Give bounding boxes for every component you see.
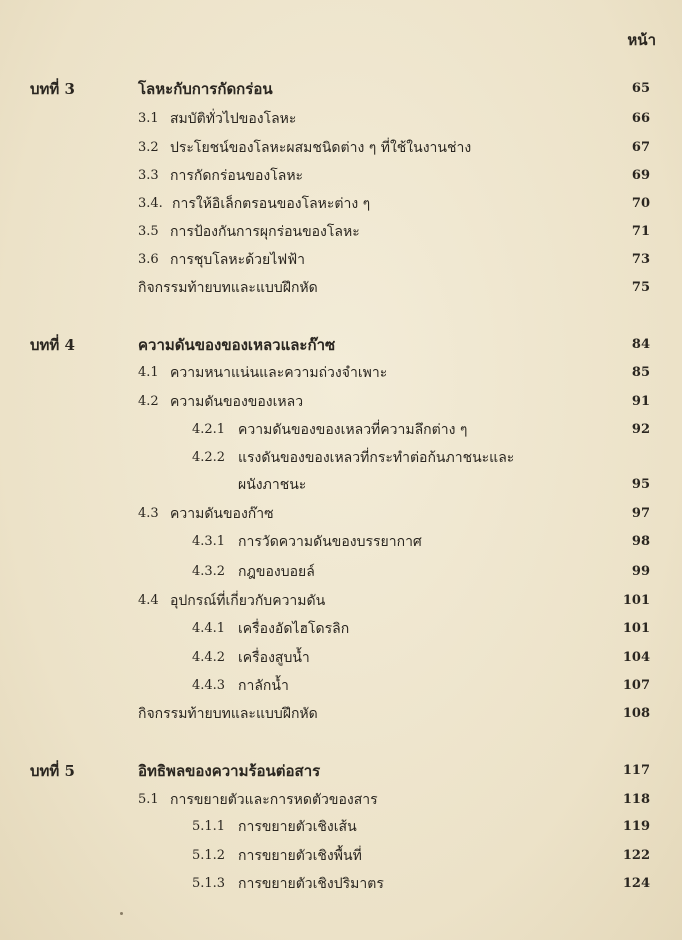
toc-entry [0, 391, 682, 413]
subsection-title: ความดันของของเหลวที่ความลึกต่าง ๆ [238, 422, 468, 438]
section-number: 4.1 [138, 365, 159, 380]
subsection-title: แรงดันของของเหลวที่กระทำต่อก้นภาชนะและ [238, 450, 515, 466]
page-number: 118 [622, 792, 650, 807]
section-title: ความดันของก๊าซ [170, 506, 274, 522]
page-number: 122 [622, 848, 650, 863]
chapter-title: อิทธิพลของความร้อนต่อสาร [138, 762, 321, 780]
subsection-number: 5.1.3 [192, 876, 226, 891]
toc-entry [0, 78, 682, 100]
toc-entry [0, 675, 682, 697]
toc-entry [0, 703, 682, 725]
toc-entry [0, 873, 682, 895]
chapter-title: ความดันของของเหลวและก๊าซ [138, 336, 336, 354]
section-number: 3.1 [138, 111, 159, 126]
section-number: 3.5 [138, 224, 159, 239]
toc-entry [0, 249, 682, 271]
subsection-title: กฎของบอยล์ [238, 564, 315, 580]
page-number: 91 [631, 394, 650, 409]
toc-entry [0, 789, 682, 811]
toc-entry [0, 816, 682, 838]
page-number: 99 [631, 564, 650, 579]
page-number: 71 [631, 224, 650, 239]
page-number: 124 [622, 876, 650, 891]
page-number: 117 [622, 763, 650, 778]
subsection-title: เครื่องอัดไฮโดรลิก [238, 621, 350, 637]
section-number: 3.4. [138, 196, 163, 211]
toc-entry [0, 647, 682, 669]
toc-entry [0, 590, 682, 612]
toc-entry [0, 165, 682, 187]
page-number: 84 [631, 337, 650, 352]
page-column-header: หน้า [627, 31, 656, 49]
page-number: 108 [622, 706, 650, 721]
toc-entry [0, 137, 682, 159]
toc-entry [0, 845, 682, 867]
section-title: ความหนาแน่นและความถ่วงจำเพาะ [170, 365, 388, 381]
exercises-title: กิจกรรมท้ายบทและแบบฝึกหัด [138, 280, 318, 296]
subsection-number: 4.3.1 [192, 534, 226, 549]
section-title: การขยายตัวและการหดตัวของสาร [170, 792, 378, 808]
page-number: 97 [631, 506, 650, 521]
subsection-number: 4.4.3 [192, 678, 226, 693]
section-number: 4.3 [138, 506, 159, 521]
section-title: การชุบโลหะด้วยไฟฟ้า [170, 252, 305, 268]
toc-entry [0, 419, 682, 441]
chapter-title: โลหะกับการกัดกร่อน [138, 80, 273, 98]
chapter-label: บทที่ 3 [30, 80, 75, 98]
speck-mark [120, 912, 123, 915]
section-title: การป้องกันการผุกร่อนของโลหะ [170, 224, 360, 240]
toc-entry [0, 503, 682, 525]
page-number: 119 [622, 819, 650, 834]
page-number: 70 [631, 196, 650, 211]
subsection-number: 4.2.2 [192, 450, 226, 465]
subsection-title: การขยายตัวเชิงปริมาตร [238, 876, 384, 892]
page-number: 98 [631, 534, 650, 549]
page-number: 95 [631, 477, 650, 492]
toc-entry [0, 108, 682, 130]
section-number: 3.2 [138, 140, 159, 155]
toc-entry [0, 277, 682, 299]
section-number: 4.2 [138, 394, 159, 409]
subsection-number: 4.4.2 [192, 650, 226, 665]
subsection-title: การวัดความดันของบรรยากาศ [238, 534, 422, 550]
toc-entry [0, 362, 682, 384]
toc-entry [0, 447, 682, 469]
subsection-title: กาลักน้ำ [238, 678, 289, 694]
subsection-number: 5.1.2 [192, 848, 226, 863]
page-number: 85 [631, 365, 650, 380]
page-number: 101 [622, 621, 650, 636]
subsection-number: 4.4.1 [192, 621, 226, 636]
page-number: 101 [622, 593, 650, 608]
page-number: 92 [631, 422, 650, 437]
toc-entry [0, 474, 682, 496]
toc-entry [0, 531, 682, 553]
toc-entry [0, 334, 682, 356]
page-number: 66 [631, 111, 650, 126]
toc-entry [0, 193, 682, 215]
section-title: การให้อิเล็กตรอนของโลหะต่าง ๆ [172, 196, 371, 212]
section-number: 5.1 [138, 792, 159, 807]
subsection-number: 5.1.1 [192, 819, 226, 834]
toc-entry [0, 561, 682, 583]
toc-entry [0, 221, 682, 243]
section-number: 4.4 [138, 593, 159, 608]
chapter-label: บทที่ 4 [30, 336, 75, 354]
subsection-title: การขยายตัวเชิงเส้น [238, 819, 357, 835]
page-number: 67 [631, 140, 650, 155]
exercises-title: กิจกรรมท้ายบทและแบบฝึกหัด [138, 706, 318, 722]
subsection-number: 4.3.2 [192, 564, 226, 579]
section-title: ประโยชน์ของโลหะผสมชนิดต่าง ๆ ที่ใช้ในงานช่าง [170, 140, 472, 156]
toc-entry [0, 618, 682, 640]
page-number: 65 [631, 81, 650, 96]
section-number: 3.3 [138, 168, 159, 183]
section-number: 3.6 [138, 252, 159, 267]
section-title: สมบัติทั่วไปของโลหะ [170, 111, 297, 127]
page-number: 75 [631, 280, 650, 295]
section-title: การกัดกร่อนของโลหะ [170, 168, 304, 184]
page-number: 69 [631, 168, 650, 183]
subsection-title-continued: ผนังภาชนะ [238, 477, 307, 493]
page-number: 73 [631, 252, 650, 267]
subsection-title: การขยายตัวเชิงพื้นที่ [238, 848, 362, 864]
subsection-number: 4.2.1 [192, 422, 226, 437]
section-title: ความดันของของเหลว [170, 394, 304, 410]
page-number: 107 [622, 678, 650, 693]
page-number: 104 [622, 650, 650, 665]
subsection-title: เครื่องสูบน้ำ [238, 650, 310, 666]
section-title: อุปกรณ์ที่เกี่ยวกับความดัน [170, 593, 326, 609]
chapter-label: บทที่ 5 [30, 762, 75, 780]
toc-entry [0, 760, 682, 782]
